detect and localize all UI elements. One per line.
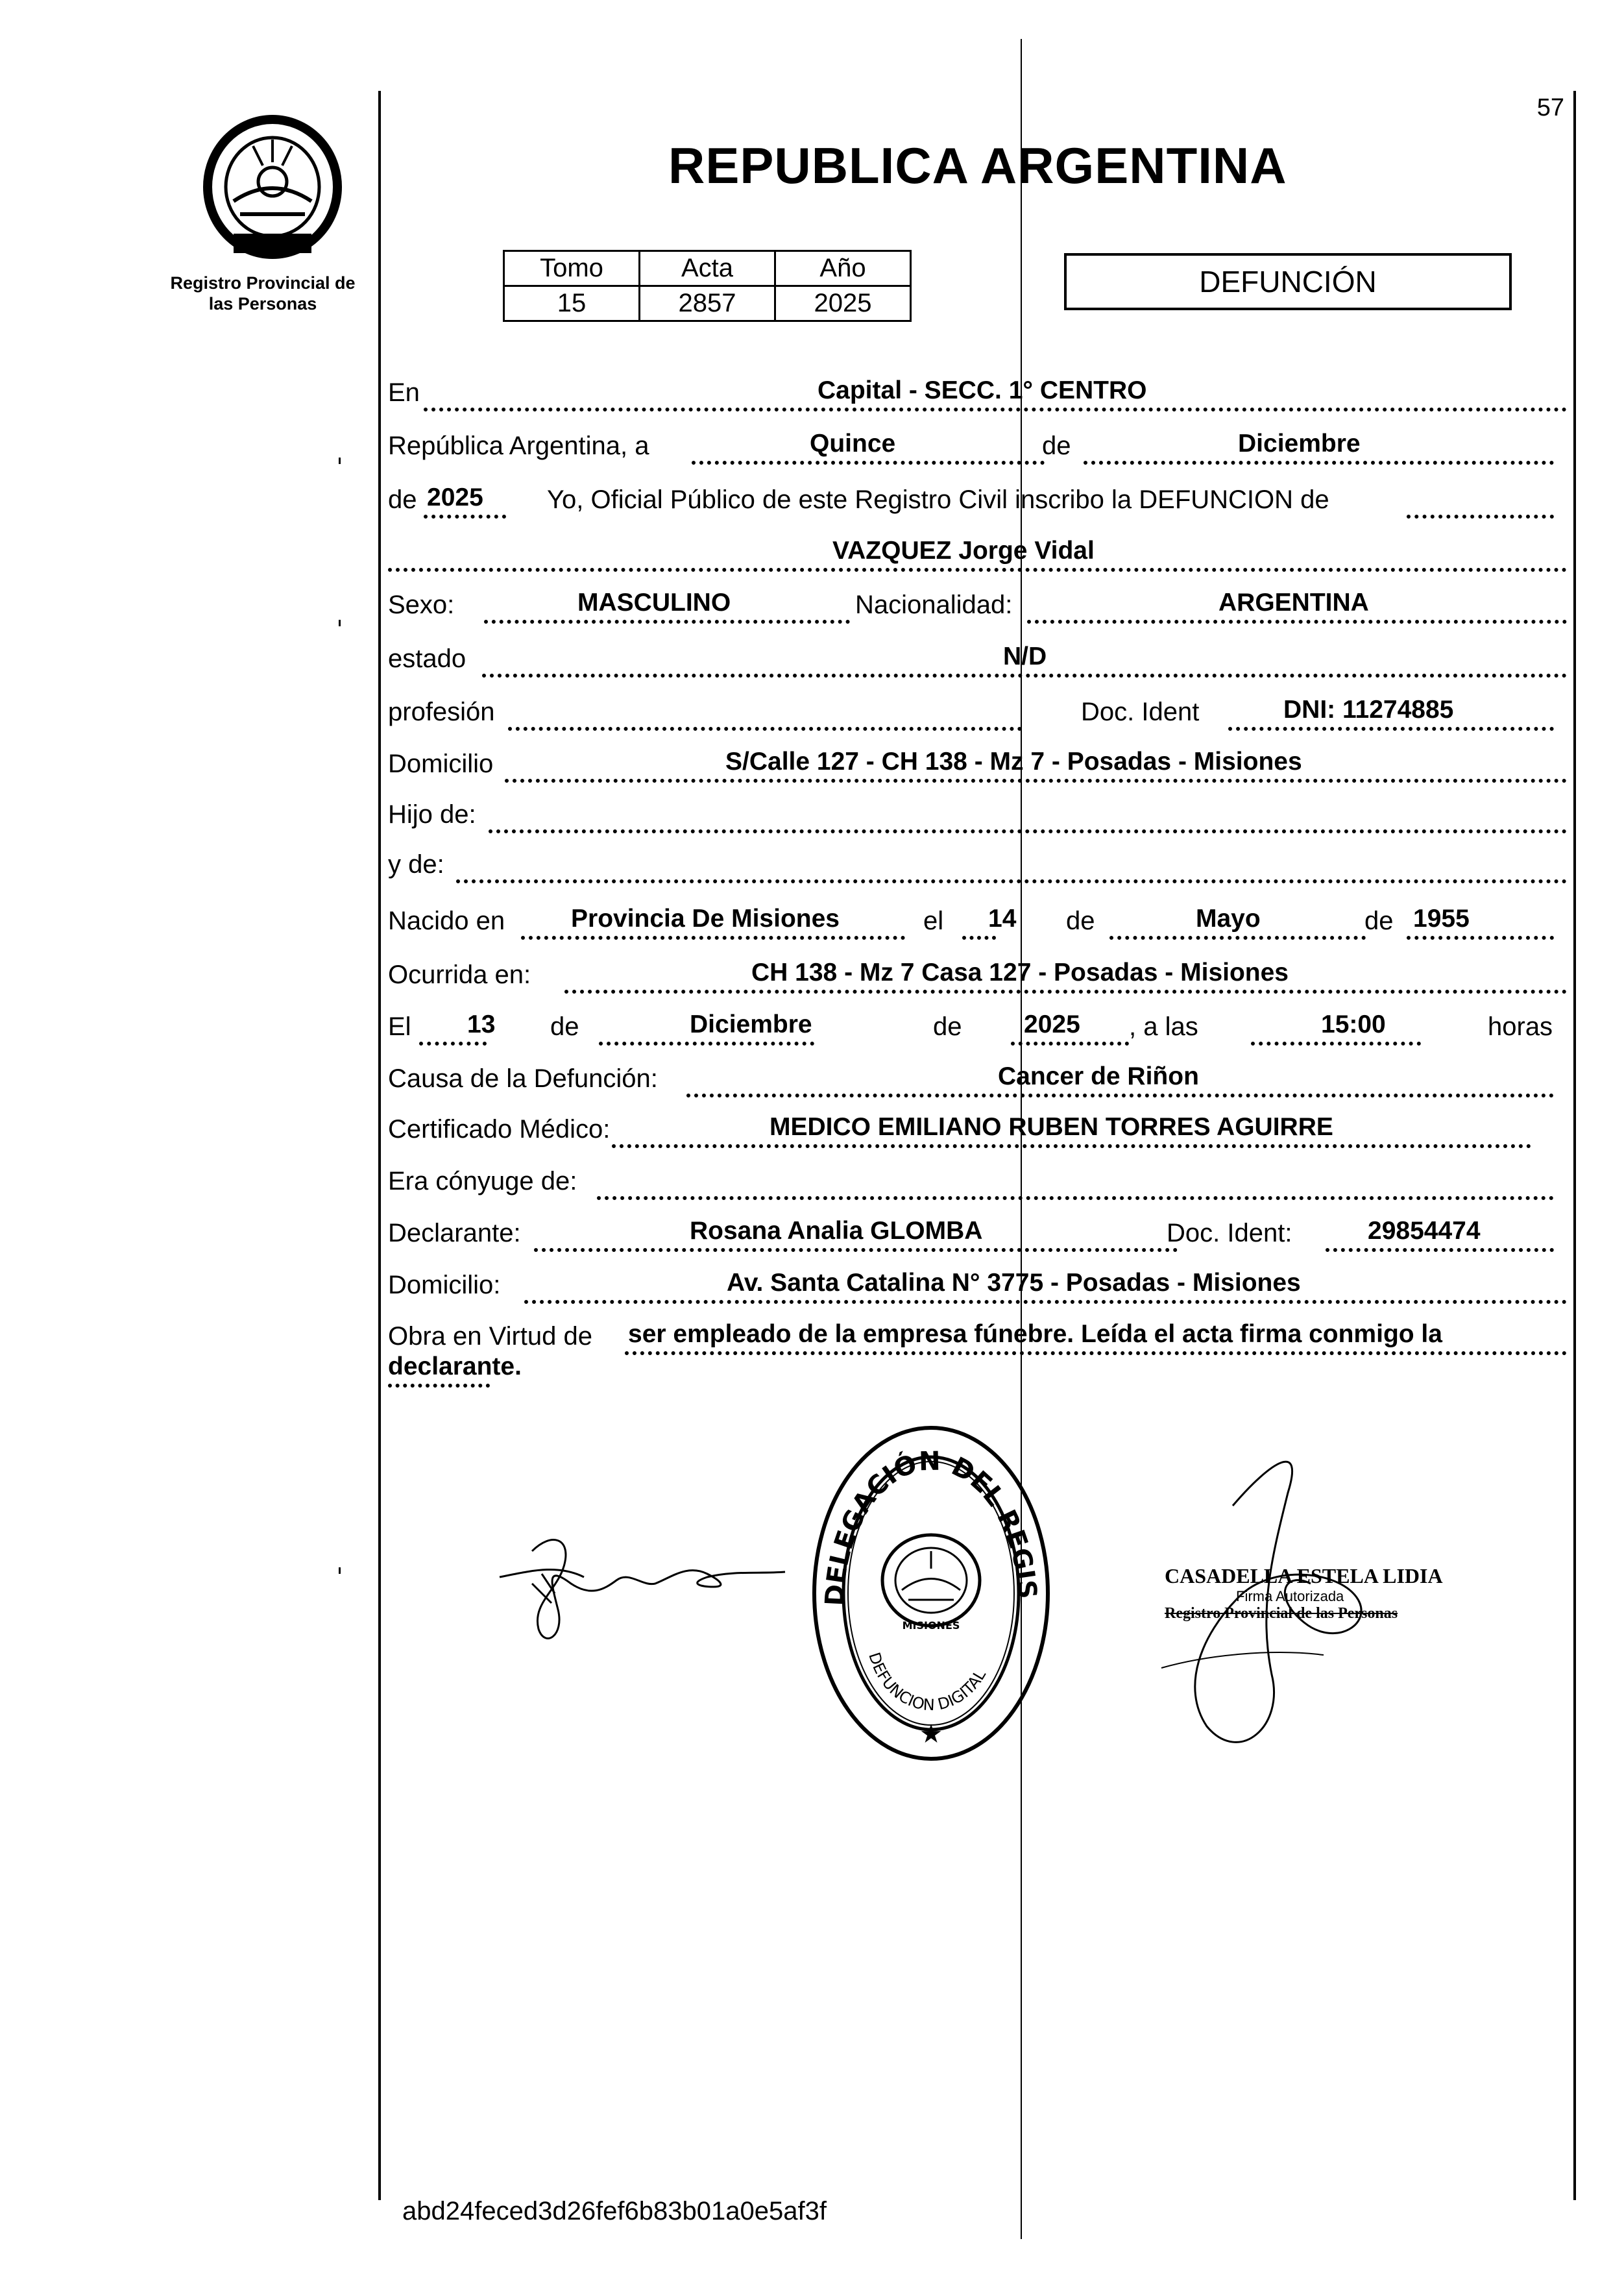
row-en <box>388 375 1567 411</box>
doc2-value: 29854474 <box>1368 1217 1481 1245</box>
left-margin-line <box>378 91 381 2200</box>
y-de-dotted-line <box>456 879 1567 883</box>
nombre-dotted-line <box>388 568 1567 572</box>
ocurrida-dotted-line <box>564 990 1567 994</box>
row-ocurrida <box>388 957 1567 994</box>
row-fecha-acta <box>388 428 1567 465</box>
value-anio: 2025 <box>775 286 911 321</box>
nombre-value: VAZQUEZ Jorge Vidal <box>832 537 1095 565</box>
declarante-label: Declarante: <box>388 1219 521 1247</box>
hora-value: 15:00 <box>1321 1010 1386 1038</box>
document-hash: abd24feced3d26fef6b83b01a0e5af3f <box>402 2197 827 2225</box>
causa-value: Cancer de Riñon <box>998 1062 1199 1090</box>
row-causa <box>388 1061 1567 1097</box>
row-certificado <box>388 1112 1567 1148</box>
signature-stamp-role: Firma Autorizada <box>1236 1588 1344 1604</box>
nacido-label: Nacido en <box>388 907 505 935</box>
causa-dotted-line <box>686 1094 1554 1097</box>
stamp-emblem-text: MISIONES <box>902 1619 960 1632</box>
def-de-label: de <box>550 1012 579 1041</box>
page-number: 57 <box>1536 94 1564 121</box>
def-mes-dotted-line <box>599 1042 814 1046</box>
domicilio2-value: Av. Santa Catalina N° 3775 - Posadas - Misiones <box>727 1269 1301 1297</box>
official-signature <box>1142 1428 1414 1778</box>
domicilio-label: Domicilio <box>388 750 494 778</box>
sexo-dotted-line <box>484 620 850 624</box>
row-obra <box>388 1319 1567 1355</box>
el2-label: El <box>388 1012 411 1041</box>
en-label: En <box>388 378 420 407</box>
domicilio2-label: Domicilio: <box>388 1271 501 1299</box>
republica-label: República Argentina, a <box>388 432 649 460</box>
domicilio-value: S/Calle 127 - CH 138 - Mz 7 - Posadas - Misiones <box>725 748 1302 776</box>
dia-value: Quince <box>810 430 896 458</box>
profesion-label: profesión <box>388 698 495 726</box>
value-tomo: 15 <box>504 286 640 321</box>
profesion-dotted-line <box>508 727 1022 731</box>
row-obra-continuation <box>388 1351 1567 1388</box>
en-value: Capital - SECC. 1° CENTRO <box>818 376 1147 404</box>
row-oficial <box>388 482 1567 519</box>
oficial-text: Yo, Oficial Público de este Registro Civil inscribo la DEFUNCION de <box>547 485 1329 514</box>
acta-table-header-row <box>504 251 911 286</box>
anio-value: 2025 <box>427 484 483 511</box>
conyuge-label: Era cónyuge de: <box>388 1167 577 1195</box>
header-tomo: Tomo <box>504 251 640 286</box>
obra2-dotted-line <box>388 1384 490 1388</box>
row-estado <box>388 641 1567 678</box>
certificado-label: Certificado Médico: <box>388 1115 611 1144</box>
sexo-value: MASCULINO <box>577 589 731 617</box>
y-de-label: y de: <box>388 850 444 879</box>
row-hijo-de <box>388 797 1567 833</box>
estado-dotted-line <box>482 674 1567 678</box>
doc2-label: Doc. Ident: <box>1167 1219 1292 1247</box>
acta-table <box>503 250 912 322</box>
horas-label: horas <box>1488 1012 1553 1041</box>
declarante-dotted-line <box>534 1248 1178 1252</box>
margin-mark <box>339 1567 341 1574</box>
certificado-value: MEDICO EMILIANO RUBEN TORRES AGUIRRE <box>770 1113 1333 1141</box>
nacionalidad-dotted-line <box>1027 620 1567 624</box>
value-acta: 2857 <box>640 286 775 321</box>
doc-dotted-line <box>1228 727 1554 731</box>
def-anio-value: 2025 <box>1024 1010 1080 1038</box>
header-anio: Año <box>775 251 911 286</box>
def-mes-value: Diciembre <box>690 1010 812 1038</box>
stamp-star: ★ <box>919 1719 943 1749</box>
nacido-de2-label: de <box>1364 907 1394 935</box>
nacido-value: Provincia De Misiones <box>571 905 840 933</box>
nacido-dia-dotted-line <box>962 936 996 940</box>
de-anio-label: de <box>388 485 417 514</box>
domicilio-dotted-line <box>505 779 1567 783</box>
def-dia-value: 13 <box>467 1010 496 1038</box>
row-sexo <box>388 587 1567 624</box>
el-label: el <box>923 907 944 935</box>
certificado-dotted-line <box>612 1144 1531 1148</box>
mes-value: Diciembre <box>1238 430 1361 458</box>
stamp-inner-text: DEFUNCION DIGITAL <box>865 1650 989 1715</box>
doc-ident-value: DNI: 11274885 <box>1283 696 1454 724</box>
estado-label: estado <box>388 644 467 673</box>
de-label: de <box>1042 432 1071 460</box>
nacido-anio-dotted-line <box>1407 936 1554 940</box>
registry-label: Registro Provincial de las Personas <box>170 273 356 313</box>
nacionalidad-value: ARGENTINA <box>1218 589 1369 617</box>
declarante-signature <box>493 1512 792 1655</box>
row-declarante <box>388 1216 1567 1252</box>
row-y-de <box>388 847 1567 883</box>
hora-dotted-line <box>1251 1042 1421 1046</box>
sexo-label: Sexo: <box>388 591 455 619</box>
def-dia-dotted-line <box>419 1042 487 1046</box>
domicilio2-dotted-line <box>524 1300 1567 1304</box>
row-domicilio <box>388 746 1567 783</box>
nacido-anio-value: 1955 <box>1413 905 1470 933</box>
margin-mark <box>339 458 341 464</box>
stamp-outer-text: DELEGACIÓN DEL REGISTRO DE LAS PERSONAS <box>793 1395 1043 1607</box>
estado-value: N/D <box>1003 643 1047 670</box>
en-dotted-line <box>424 408 1567 411</box>
causa-label: Causa de la Defunción: <box>388 1064 658 1093</box>
obra-value-continuation: declarante. <box>388 1353 522 1380</box>
nacionalidad-label: Nacionalidad: <box>855 591 1013 619</box>
def-anio-dotted-line <box>1011 1042 1129 1046</box>
conyuge-dotted-line <box>597 1196 1554 1200</box>
row-domicilio-declarante <box>388 1268 1567 1304</box>
doc2-dotted-line <box>1326 1248 1554 1252</box>
anio-dotted-line <box>424 515 506 519</box>
header-acta: Acta <box>640 251 775 286</box>
row-nacido <box>388 903 1567 940</box>
row-nombre <box>388 535 1567 572</box>
country-title: REPUBLICA ARGENTINA <box>668 137 1287 194</box>
misiones-emblem-logo <box>195 110 350 260</box>
row-fecha-defuncion <box>388 1009 1567 1046</box>
doc-ident-label: Doc. Ident <box>1081 698 1200 726</box>
mes-dotted-line <box>1084 461 1554 465</box>
acta-table-value-row <box>504 286 911 321</box>
margin-mark <box>339 620 341 626</box>
row-conyuge <box>388 1164 1567 1200</box>
delegacion-registro-stamp <box>793 1395 1058 1769</box>
nacido-dotted-line <box>521 936 905 940</box>
hijo-de-label: Hijo de: <box>388 800 476 829</box>
dia-dotted-line <box>692 461 1045 465</box>
document-type-box: DEFUNCIÓN <box>1064 253 1512 310</box>
nacido-mes-value: Mayo <box>1196 905 1261 933</box>
nacido-mes-dotted-line <box>1109 936 1366 940</box>
signature-stamp-name: CASADELLA ESTELA LIDIA <box>1165 1564 1443 1587</box>
nacido-de-label: de <box>1066 907 1095 935</box>
hijo-de-dotted-line <box>489 829 1567 833</box>
ocurrida-label: Ocurrida en: <box>388 961 531 989</box>
alas-label: , a las <box>1129 1012 1198 1041</box>
row-profesion <box>388 694 1567 731</box>
oficial-dotted-line <box>1407 515 1554 519</box>
ocurrida-value: CH 138 - Mz 7 Casa 127 - Posadas - Misiones <box>751 959 1289 986</box>
nacido-dia-value: 14 <box>988 905 1017 933</box>
signature-stamp-org: Registro Provincial de las Personas <box>1165 1605 1398 1622</box>
right-margin-line <box>1573 91 1576 2200</box>
def-de2-label: de <box>933 1012 962 1041</box>
obra-value: ser empleado de la empresa fúnebre. Leída el acta firma conmigo la <box>628 1320 1442 1348</box>
obra-label: Obra en Virtud de <box>388 1322 593 1351</box>
declarante-value: Rosana Analia GLOMBA <box>690 1217 983 1245</box>
